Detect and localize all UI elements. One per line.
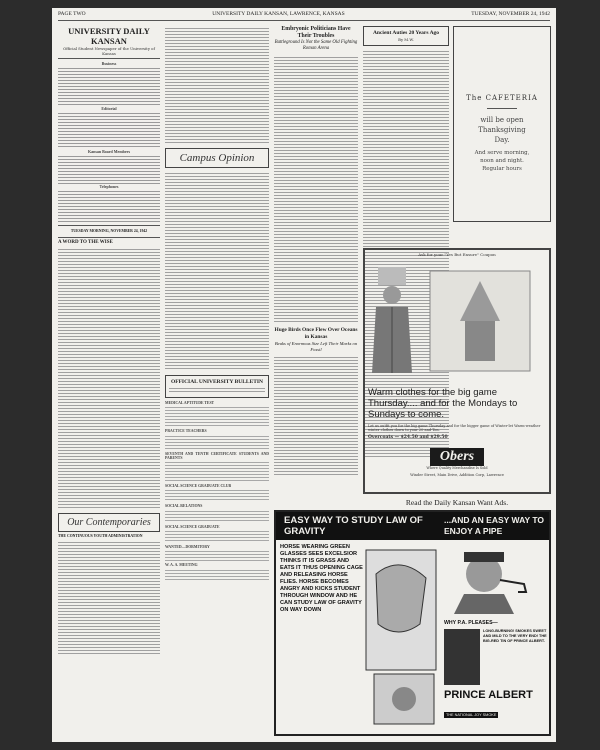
bulletin-title: OFFICIAL UNIVERSITY BULLETIN bbox=[170, 379, 264, 385]
cafeteria-line-3: And serve morning, bbox=[474, 150, 530, 156]
clothes-ad-headline: Warm clothes for the big game Thursday.... and for the Mondays to Sundays to come. bbox=[368, 386, 518, 420]
section-editorial: Editorial bbox=[101, 106, 117, 111]
obers-tagline: Where Quality Merchandise Is Sold bbox=[426, 466, 488, 470]
column-masthead bbox=[58, 26, 160, 656]
bulletin-item-1: PRACTICE TEACHERS bbox=[165, 429, 207, 434]
bulletin-item-4: SOCIAL RELATIONS bbox=[165, 504, 203, 509]
bulletin-box bbox=[165, 375, 269, 398]
cafeteria-line-0: will be open bbox=[480, 116, 524, 124]
bulletin-item-7: W. A. A. MEETING bbox=[165, 563, 198, 568]
cafeteria-ad bbox=[453, 26, 551, 222]
campus-opinion-body bbox=[165, 171, 269, 371]
masthead-title: UNIVERSITY DAILY KANSAN bbox=[68, 26, 150, 46]
embryonic-body bbox=[274, 55, 358, 323]
campus-opinion-box bbox=[165, 148, 269, 168]
issue-date: TUESDAY, NOVEMBER 24, 1942 bbox=[471, 11, 550, 17]
campus-opinion-title: Campus Opinion bbox=[179, 152, 255, 164]
cafeteria-line-4: noon and night. bbox=[480, 158, 524, 164]
section-business: Business bbox=[101, 61, 117, 66]
tobacco-tin-icon bbox=[444, 629, 480, 685]
huge-birds-body bbox=[274, 355, 358, 477]
obers-logo bbox=[368, 445, 546, 471]
newspaper-page bbox=[52, 8, 556, 742]
cafeteria-line-5: Regular hours bbox=[482, 166, 522, 172]
cafeteria-line-1: Thanksgiving bbox=[478, 126, 526, 134]
ancient-byline: By M.W. bbox=[398, 37, 414, 42]
huge-birds-title: Huge Birds Once Flew Over Oceans in Kansas bbox=[274, 327, 358, 340]
contemporaries-body bbox=[58, 540, 160, 656]
page-header bbox=[58, 11, 550, 21]
section-telephones: Telephones bbox=[99, 184, 119, 189]
editorial-title: A WORD TO THE WISE bbox=[58, 240, 113, 245]
column-news-a bbox=[274, 26, 358, 477]
clothes-ad-illustration-2 bbox=[420, 261, 540, 381]
contemporaries-lead: THE CONTINUOUS YOUTH ADMINISTRATION bbox=[58, 534, 143, 538]
clothes-ad-address: Winder Street, Main Drive, Addition Corp, Lawrence bbox=[410, 472, 504, 477]
pipe-section bbox=[444, 544, 548, 732]
prince-albert-brand: PRINCE ALBERT bbox=[444, 689, 533, 701]
gravity-headline: EASY WAY TO STUDY LAW OF GRAVITY bbox=[284, 515, 423, 537]
paper-name: UNIVERSITY DAILY KANSAN, LAWRENCE, KANSAS bbox=[212, 11, 345, 17]
bulletin-item-0: MEDICAL APTITUDE TEST bbox=[165, 401, 215, 405]
prince-albert-ad bbox=[274, 510, 551, 736]
cafeteria-line-2: Day. bbox=[494, 136, 510, 144]
obers-brand: Obers bbox=[430, 448, 484, 466]
clothes-ad-price: Overcoats — $24.50 and $29.50 bbox=[368, 434, 448, 440]
clothes-ad-illustration bbox=[368, 261, 416, 381]
editorial-body bbox=[58, 247, 160, 509]
pipe-headline: ...AND AN EASY WAY TO ENJOY A PIPE bbox=[444, 515, 544, 536]
huge-birds-sub: Beaks of Enormous Size Left Their Marks on Fossil bbox=[274, 341, 358, 352]
masthead-subtitle: Official Student Newspaper of the University of Kansas bbox=[63, 46, 155, 56]
embryonic-title: Embryonic Politicians Have Their Troubles bbox=[281, 26, 351, 39]
ancient-title: Ancient Auties 20 Years Ago bbox=[372, 30, 440, 36]
pipe-question: WHY P.A. PLEASES— bbox=[444, 620, 498, 626]
column-opinion bbox=[165, 26, 269, 580]
bulletin-item-2: SEVENTH AND TENTH CERTIFICATE STUDENTS AND PARENTS bbox=[165, 451, 269, 460]
section-board: Kansan Board Members bbox=[88, 149, 130, 154]
bulletin-items bbox=[165, 401, 269, 580]
clothes-ad-top: Ask for your "Yes But Ensure" Coupon bbox=[418, 252, 496, 257]
ancient-box bbox=[363, 26, 449, 46]
bulletin-item-3: SOCIAL SCIENCE GRADUATE CLUB bbox=[165, 484, 232, 489]
prince-albert-tagline: THE NATIONAL JOY SMOKE bbox=[446, 713, 497, 717]
gravity-cartoon bbox=[280, 544, 440, 732]
bulletin-item-6: WANTED—DORMITORY bbox=[165, 545, 210, 550]
smoker-portrait bbox=[444, 544, 548, 614]
want-ads-line: Read the Daily Kansan Want Ads. bbox=[405, 498, 509, 507]
cafeteria-title: The CAFETERIA bbox=[466, 94, 538, 102]
gravity-panel-text: HORSE WEARING GREEN GLASSES SEES EXCELSIOR THINKS IT IS GRASS AND EATS IT THUS OPENING CAGE AND RELEASING HORSE FLIES. HORSE BECOMES ANGRY AND KICKS STUDENT THROUGH WINDOW AND HE CAN STUDY LAW OF GRAVITY ON WAY DOWN bbox=[280, 544, 363, 613]
bulletin-item-5: SOCIAL SCIENCE GRADUATE bbox=[165, 524, 220, 529]
clothes-ad-body: Let us outfit you for the big game Thursday and for the bigger game of Winter-let Warm-weather winter clothes down to your 20-and-Ton. bbox=[368, 423, 541, 432]
embryonic-sub: Battleground Is Not the Same Old Fighting Roman Arena bbox=[274, 40, 358, 51]
page-label: PAGE TWO bbox=[58, 11, 86, 17]
contemporaries-box bbox=[58, 513, 160, 532]
date-line: TUESDAY MORNING, NOVEMBER 24, 1942 bbox=[70, 229, 148, 233]
pipe-answer: LONG-BURNING! SMOKES SWEET AND MILD TO THE VERY END! THE BIG-RED TIN OF PRINCE ALBERT. bbox=[483, 629, 547, 643]
clothes-ad bbox=[363, 248, 551, 494]
staff-listing bbox=[58, 61, 160, 223]
contemporaries-title: Our Contemporaries bbox=[67, 517, 151, 528]
letters-body bbox=[165, 26, 269, 144]
